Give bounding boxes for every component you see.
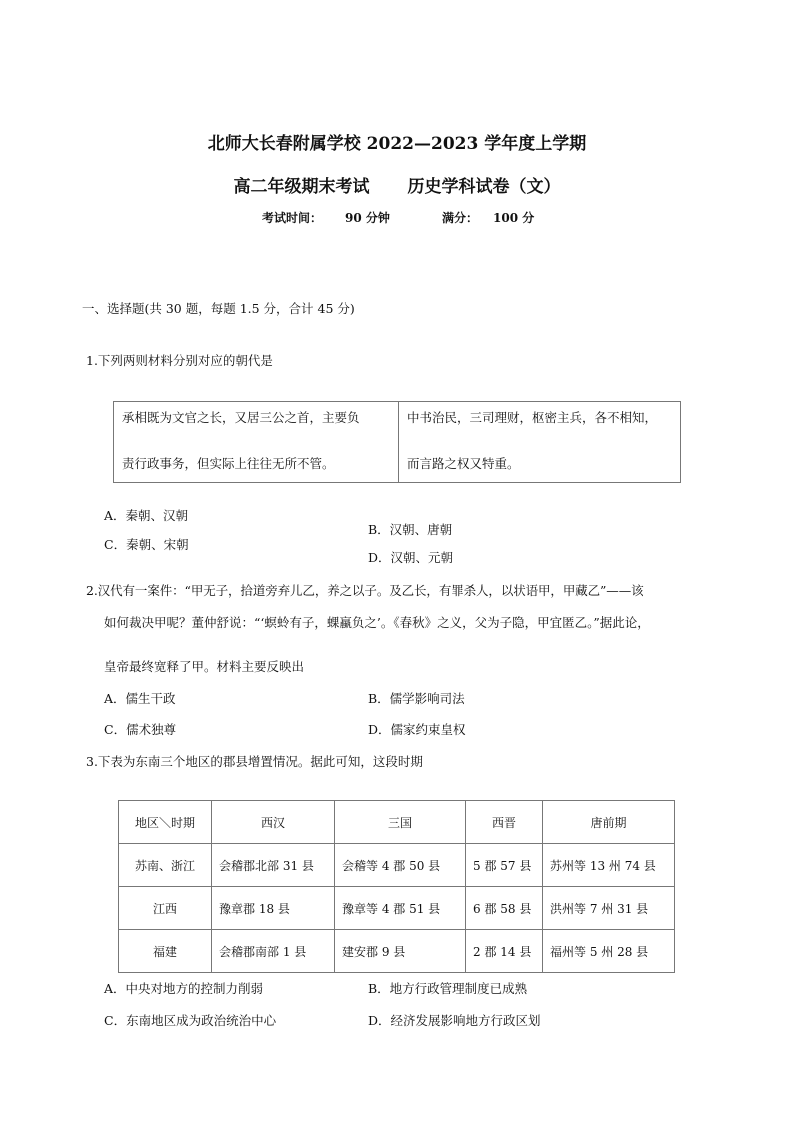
table-row <box>119 887 675 930</box>
table-cell: 会稽郡北部 31 县 <box>212 844 335 887</box>
table-header-cell: 三国 <box>335 801 466 844</box>
exam-subtitle <box>0 172 794 197</box>
table-cell: 江西 <box>119 887 212 930</box>
q1-option-c[interactable]: C．秦朝、宋朝 <box>104 537 189 552</box>
table-header-cell: 唐前期 <box>543 801 675 844</box>
exam-time-label: 考试时间： <box>262 211 323 225</box>
q2-option-b[interactable]: B．儒学影响司法 <box>368 691 465 706</box>
exam-subtitle-left: 高二年级期末考试 <box>233 177 370 197</box>
q2-option-c[interactable]: C．儒术独尊 <box>104 722 177 737</box>
q1-option-b[interactable]: B．汉朝、唐朝 <box>368 522 453 537</box>
q3-option-a[interactable]: A．中央对地方的控制力削弱 <box>104 981 264 996</box>
material-right-line1: 中书治民，三司理财，枢密主兵，各不相知， <box>407 410 658 425</box>
table-cell: 建安郡 9 县 <box>335 930 466 973</box>
material-right-cell <box>399 402 681 483</box>
table-row <box>119 930 675 973</box>
county-table <box>118 800 675 973</box>
q2-option-d[interactable]: D．儒家约束皇权 <box>368 722 466 737</box>
table-header-cell: 地区＼时期 <box>119 801 212 844</box>
material-left-cell <box>114 402 399 483</box>
table-header-cell: 西汉 <box>212 801 335 844</box>
table-header-row <box>119 801 675 844</box>
material-left-line1: 承相既为文官之长，又居三公之首，主要负 <box>122 410 360 425</box>
table-cell: 福建 <box>119 930 212 973</box>
exam-score-label: 满分： <box>442 211 479 225</box>
table-cell: 2 郡 14 县 <box>466 930 543 973</box>
table-cell: 苏南、浙江 <box>119 844 212 887</box>
table-header-cell: 西晋 <box>466 801 543 844</box>
table-cell: 豫章等 4 郡 51 县 <box>335 887 466 930</box>
table-row <box>119 844 675 887</box>
question-2-line2: 如何裁决甲呢？董仲舒说：“‘螟蛉有子，蜾蠃负之’。《春秋》之义，父为子隐，甲宜匿乙。”据此论， <box>104 615 650 630</box>
q3-option-d[interactable]: D．经济发展影响地方行政区划 <box>368 1013 541 1028</box>
section-heading: 一、选择题(共 30 题，每题 1.5 分，合计 45 分) <box>82 301 355 316</box>
table-cell: 会稽郡南部 1 县 <box>212 930 335 973</box>
exam-title: 北师大长春附属学校 2022—2023 学年度上学期 <box>207 134 587 154</box>
exam-score-value: 100 分 <box>493 211 535 225</box>
table-cell: 6 郡 58 县 <box>466 887 543 930</box>
q3-option-b[interactable]: B．地方行政管理制度已成熟 <box>368 981 528 996</box>
question-1-stem: 1.下列两则材料分别对应的朝代是 <box>86 353 273 368</box>
table-cell: 豫章郡 18 县 <box>212 887 335 930</box>
q2-option-a[interactable]: A．儒生干政 <box>104 691 176 706</box>
question-2-line1: 2.汉代有一案件：“甲无子，拾道旁弃儿乙，养之以子。及乙长，有罪杀人，以状语甲，甲藏乙”——该 <box>86 583 644 598</box>
table-cell: 洪州等 7 州 31 县 <box>543 887 675 930</box>
question-1-material-table <box>113 401 681 483</box>
table-cell: 会稽等 4 郡 50 县 <box>335 844 466 887</box>
exam-subtitle-right: 历史学科试卷（文） <box>407 177 561 197</box>
question-2-line3: 皇帝最终宽释了甲。材料主要反映出 <box>104 659 305 674</box>
table-cell: 苏州等 13 州 74 县 <box>543 844 675 887</box>
q3-option-c[interactable]: C．东南地区成为政治统治中心 <box>104 1013 277 1028</box>
q1-option-d[interactable]: D．汉朝、元朝 <box>368 550 454 565</box>
table-cell: 福州等 5 州 28 县 <box>543 930 675 973</box>
table-cell: 5 郡 57 县 <box>466 844 543 887</box>
question-3-stem: 3.下表为东南三个地区的郡县增置情况。据此可知，这段时期 <box>86 754 423 769</box>
material-left-line2: 责行政事务，但实际上往往无所不管。 <box>122 456 335 471</box>
material-right-line2: 而言路之权又特重。 <box>407 456 520 471</box>
q1-option-a[interactable]: A．秦朝、汉朝 <box>104 508 189 523</box>
exam-time-value: 90 分钟 <box>345 211 390 225</box>
